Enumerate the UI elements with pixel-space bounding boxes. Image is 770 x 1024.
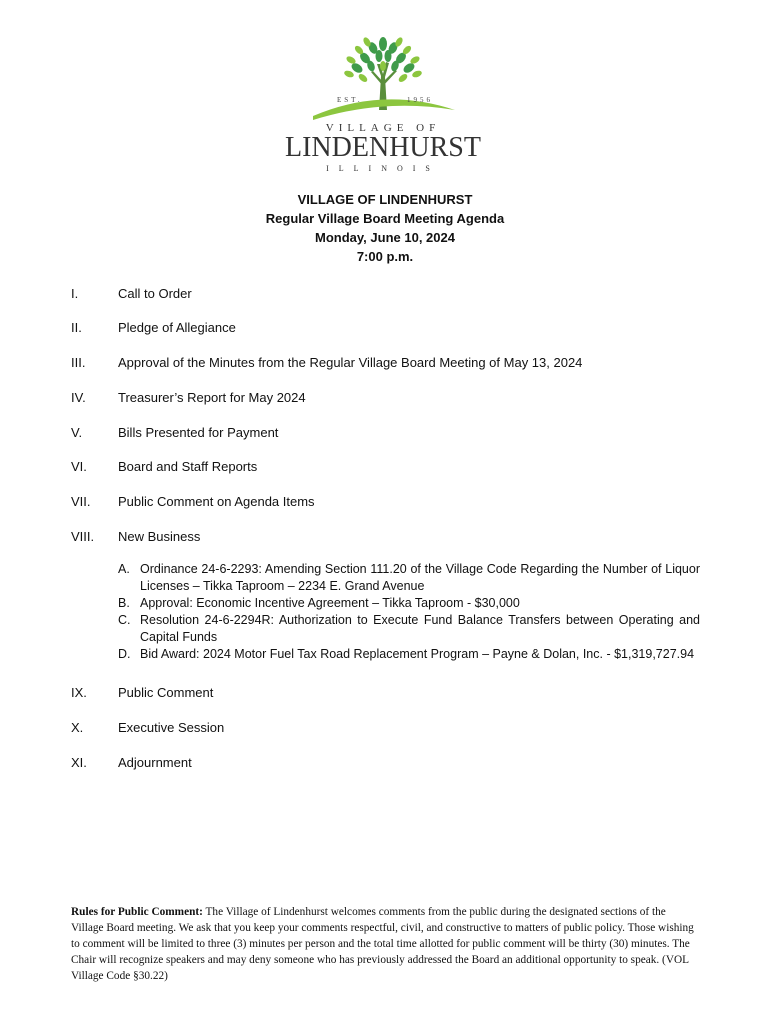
new-business-list [118, 561, 700, 663]
agenda-item-text: New Business [118, 529, 201, 544]
new-business-text: Resolution 24-6-2294R: Authorization to Execute Fund Balance Transfers between Operating and Capital Funds [140, 613, 700, 644]
new-business-text: Approval: Economic Incentive Agreement – Tikka Taproom - $30,000 [140, 596, 520, 610]
agenda-item-text: Treasurer’s Report for May 2024 [118, 390, 306, 405]
agenda-item-number: III. [71, 355, 86, 370]
header-meeting-date: Monday, June 10, 2024 [315, 230, 455, 245]
agenda-header [0, 190, 770, 266]
header-meeting-time: 7:00 p.m. [356, 249, 414, 264]
agenda-item-number: IX. [71, 685, 87, 700]
agenda-item-text: Public Comment on Agenda Items [118, 494, 315, 509]
agenda-item-number: XI. [71, 755, 87, 770]
logo-lindenhurst: LINDENHURST [285, 132, 481, 163]
logo-year-label: 1956 [407, 96, 433, 104]
logo-est-label: EST. [337, 96, 363, 104]
new-business-letter: D. [118, 647, 131, 661]
new-business-item [118, 646, 700, 663]
logo-village-of: VILLAGE OF [325, 122, 441, 134]
agenda-item-number: II. [71, 320, 82, 335]
agenda-item-text: Call to Order [118, 286, 192, 301]
new-business-item [118, 561, 700, 595]
village-logo [283, 36, 483, 176]
agenda-item-number: VIII. [71, 529, 95, 544]
agenda-item-text: Public Comment [118, 685, 214, 700]
new-business-text: Bid Award: 2024 Motor Fuel Tax Road Replacement Program – Payne & Dolan, Inc. - $1,319,727.94 [140, 647, 695, 661]
logo-illinois: ILLINOIS [326, 164, 440, 173]
agenda-item-number: V. [71, 425, 83, 440]
agenda-item-number: VII. [71, 494, 91, 509]
agenda-item-text: Executive Session [118, 720, 225, 735]
new-business-letter: C. [118, 613, 131, 627]
header-meeting-title: Regular Village Board Meeting Agenda [265, 211, 505, 226]
agenda-item-number: I. [71, 286, 79, 301]
new-business-letter: B. [118, 596, 130, 610]
header-village-name: VILLAGE OF LINDENHURST [297, 192, 473, 207]
rules-body: The Village of Lindenhurst welcomes comments from the public during the designated sections of the Village Board meeting. We ask that you keep your comments respectful, civil, and constructive to matters of public policy. Those wishing to comment will be limited to three (3) minutes per person and the total time allotted for public comment will be thirty (30) minutes. The Chair will recognize speakers and may deny someone who has previously addressed the Board an additional opportunity to speak. (VOL Village Code §30.22) [71, 906, 694, 982]
agenda-item-number: X. [71, 720, 84, 735]
new-business-text: Ordinance 24-6-2293: Amending Section 111.20 of the Village Code Regarding the Number of Liquor Licenses – Tikka Taproom – 2234 E. Grand Avenue [140, 562, 700, 593]
tree-icon [283, 36, 483, 120]
agenda-item-text: Approval of the Minutes from the Regular Village Board Meeting of May 13, 2024 [118, 355, 583, 370]
new-business-letter: A. [118, 562, 130, 576]
new-business-item [118, 612, 700, 646]
agenda-item-number: IV. [71, 390, 86, 405]
agenda-item-text: Bills Presented for Payment [118, 425, 279, 440]
public-comment-rules [71, 904, 696, 984]
agenda-item-text: Board and Staff Reports [118, 459, 258, 474]
agenda-item-number: VI. [71, 459, 87, 474]
new-business-item [118, 595, 700, 612]
agenda-item-text: Pledge of Allegiance [118, 320, 236, 335]
agenda-item-text: Adjournment [118, 755, 192, 770]
rules-heading: Rules for Public Comment: [71, 906, 203, 918]
